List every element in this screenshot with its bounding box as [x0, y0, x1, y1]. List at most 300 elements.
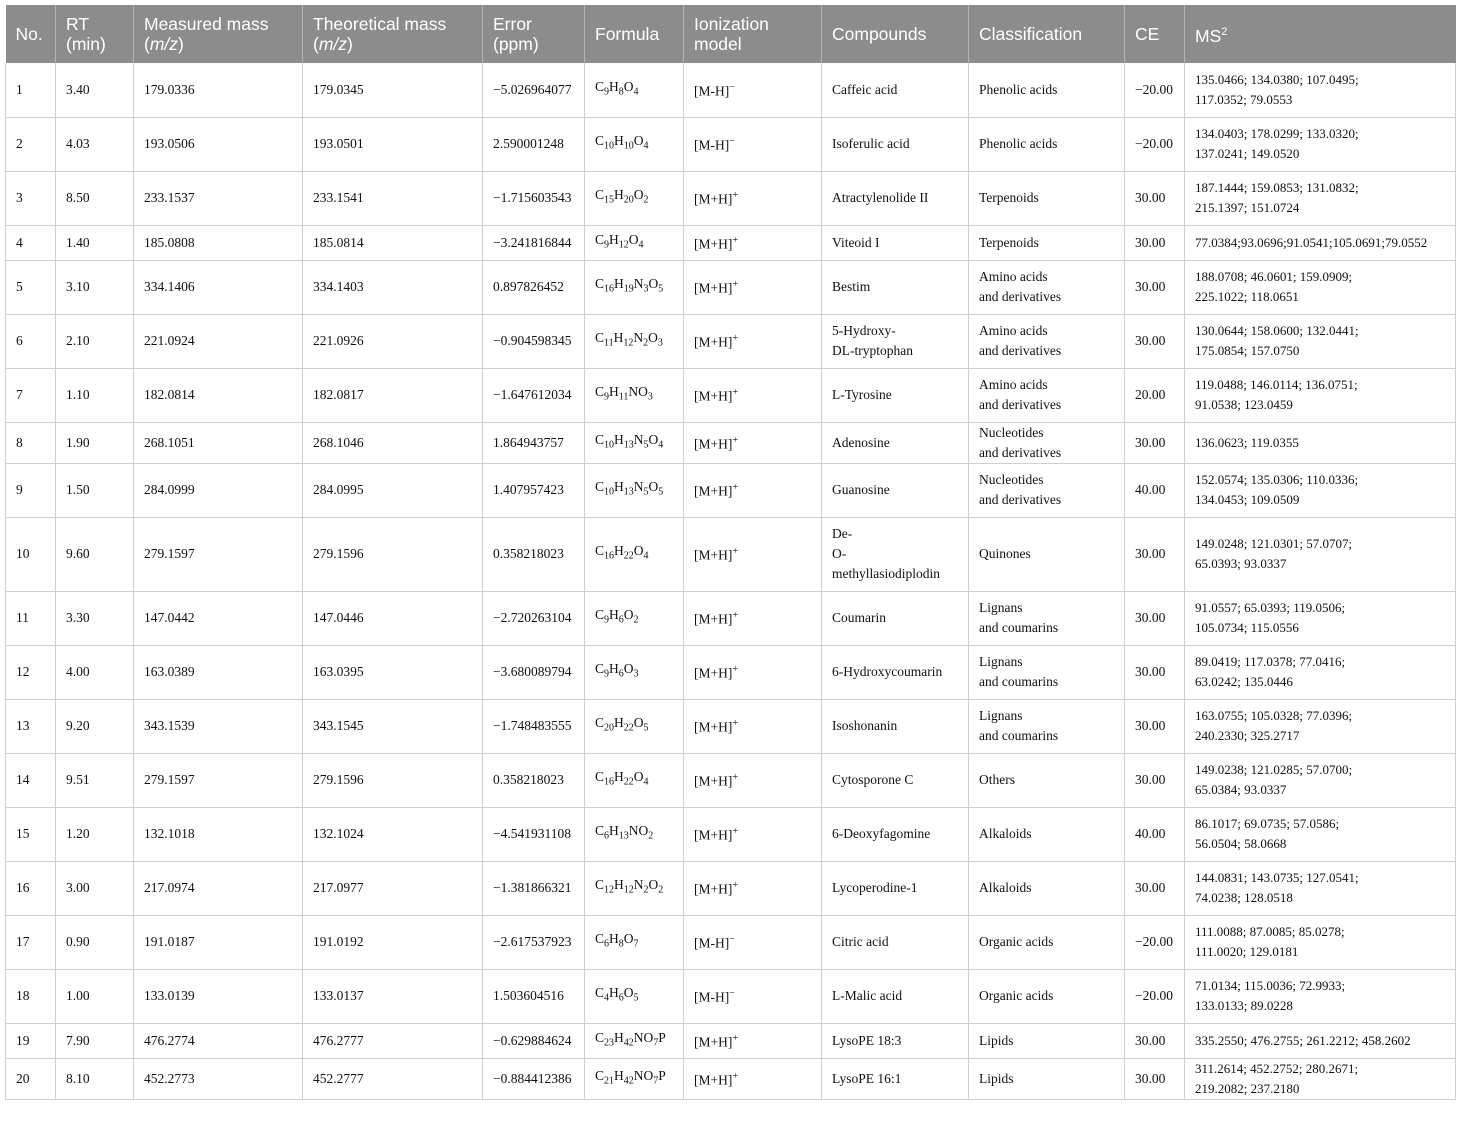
cell-ms2 — [1185, 314, 1456, 368]
cell-ce: 30.00 — [1125, 171, 1185, 225]
cell-compound — [822, 368, 969, 422]
cell-ms2 — [1185, 422, 1456, 463]
cell-formula: $C_4H_6O_5$ — [585, 969, 684, 1023]
cell-compound-line: Cytosporone C — [832, 772, 914, 787]
cell-classification — [969, 314, 1125, 368]
cell-theoretical-mass: 452.2777 — [303, 1058, 483, 1099]
cell-compound-line: Adenosine — [832, 434, 890, 450]
cell-theoretical-mass: 343.1545 — [303, 699, 483, 753]
cell-error: −5.026964077 — [483, 63, 585, 117]
cell-ms2-line: 117.0352; 79.0553 — [1195, 91, 1293, 107]
cell-formula: $C_{11}H_{12}N_2O_3$ — [585, 314, 684, 368]
cell-rt: 1.90 — [56, 422, 134, 463]
cell-rt: 4.03 — [56, 117, 134, 171]
cell-ionization-model: [M+H]+ — [684, 591, 822, 645]
cell-rt: 9.60 — [56, 517, 134, 591]
cell-measured-mass: 147.0442 — [134, 591, 303, 645]
cell-classification — [969, 422, 1125, 463]
cell-measured-mass: 193.0506 — [134, 117, 303, 171]
cell-compound-line: Citric acid — [832, 934, 889, 949]
cell-theoretical-mass: 132.1024 — [303, 807, 483, 861]
cell-formula: $C_6H_{13}NO_2$ — [585, 807, 684, 861]
cell-ms2-line: 134.0453; 109.0509 — [1195, 492, 1300, 507]
cell-compound — [822, 117, 969, 171]
table-row — [6, 314, 1456, 368]
cell-classification-line: and derivatives — [979, 492, 1062, 507]
cell-ms2-line: 144.0831; 143.0735; 127.0541; — [1195, 870, 1359, 885]
cell-ionization-model: [M+H]+ — [684, 753, 822, 807]
cell-ms2-line: 65.0393; 93.0337 — [1195, 556, 1287, 571]
cell-rt: 0.90 — [56, 915, 134, 969]
cell-ionization-model: [M+H]+ — [684, 422, 822, 463]
cell-compound — [822, 645, 969, 699]
cell-theoretical-mass: 233.1541 — [303, 171, 483, 225]
cell-rt: 1.10 — [56, 368, 134, 422]
cell-compound-line: Coumarin — [832, 610, 886, 625]
table-row — [6, 645, 1456, 699]
cell-compound — [822, 861, 969, 915]
cell-no: 1 — [6, 63, 56, 117]
cell-classification-line: Terpenoids — [979, 190, 1039, 205]
table-row — [6, 225, 1456, 260]
cell-formula: $C_{10}H_{13}N_5O_4$ — [585, 422, 684, 463]
cell-formula: $C_9H_{12}O_4$ — [585, 225, 684, 260]
cell-formula: $C_{20}H_{22}O_5$ — [585, 699, 684, 753]
cell-rt: 3.00 — [56, 861, 134, 915]
cell-compound — [822, 699, 969, 753]
cell-ms2 — [1185, 591, 1456, 645]
cell-formula: $C_9H_6O_3$ — [585, 645, 684, 699]
cell-classification-line: Lignans — [979, 600, 1023, 615]
cell-ms2-line: 175.0854; 157.0750 — [1195, 343, 1300, 358]
cell-compound-line: 6-Deoxyfagomine — [832, 826, 931, 841]
cell-formula: $C_9H_6O_2$ — [585, 591, 684, 645]
cell-classification-line: and coumarins — [979, 620, 1059, 635]
cell-ce: 30.00 — [1125, 1023, 1185, 1058]
cell-compound-line: De- — [832, 526, 853, 541]
cell-compound-line: L-Tyrosine — [832, 387, 892, 402]
cell-error: −1.381866321 — [483, 861, 585, 915]
cell-classification-line: and derivatives — [979, 289, 1062, 304]
cell-ce: 30.00 — [1125, 861, 1185, 915]
cell-theoretical-mass: 476.2777 — [303, 1023, 483, 1058]
cell-classification — [969, 807, 1125, 861]
cell-ms2-line: 311.2614; 452.2752; 280.2671; — [1195, 1060, 1359, 1076]
header-ce: CE — [1125, 5, 1185, 63]
cell-compound — [822, 969, 969, 1023]
cell-rt: 4.00 — [56, 645, 134, 699]
cell-no: 2 — [6, 117, 56, 171]
cell-ce: −20.00 — [1125, 63, 1185, 117]
cell-classification-line: Others — [979, 772, 1015, 787]
cell-error: −1.647612034 — [483, 368, 585, 422]
cell-ce: 20.00 — [1125, 368, 1185, 422]
cell-ms2-line: 86.1017; 69.0735; 57.0586; — [1195, 816, 1340, 831]
cell-ms2-line: 225.1022; 118.0651 — [1195, 289, 1299, 304]
cell-classification-line: Terpenoids — [979, 234, 1039, 250]
table-row — [6, 117, 1456, 171]
cell-ms2-line: 149.0238; 121.0285; 57.0700; — [1195, 762, 1353, 777]
cell-classification-line: Lipids — [979, 1032, 1014, 1048]
cell-error: −3.680089794 — [483, 645, 585, 699]
cell-error: 1.503604516 — [483, 969, 585, 1023]
cell-ms2 — [1185, 1058, 1456, 1099]
cell-ce: 40.00 — [1125, 463, 1185, 517]
cell-classification-line: and coumarins — [979, 728, 1059, 743]
cell-no: 19 — [6, 1023, 56, 1058]
cell-ce: −20.00 — [1125, 969, 1185, 1023]
cell-classification — [969, 861, 1125, 915]
cell-classification-line: Nucleotides — [979, 472, 1044, 487]
cell-compound — [822, 463, 969, 517]
cell-ce: −20.00 — [1125, 117, 1185, 171]
header-measured-mass: Measured mass (m/z) — [134, 5, 303, 63]
cell-ms2-line: 134.0403; 178.0299; 133.0320; — [1195, 126, 1359, 141]
cell-classification — [969, 645, 1125, 699]
cell-rt: 3.40 — [56, 63, 134, 117]
cell-ms2 — [1185, 368, 1456, 422]
cell-rt: 8.10 — [56, 1058, 134, 1099]
cell-no: 8 — [6, 422, 56, 463]
cell-rt: 1.40 — [56, 225, 134, 260]
cell-compound-line: L-Malic acid — [832, 988, 903, 1003]
cell-ms2 — [1185, 861, 1456, 915]
cell-formula: $C_9H_{11}NO_3$ — [585, 368, 684, 422]
cell-measured-mass: 279.1597 — [134, 517, 303, 591]
cell-classification — [969, 63, 1125, 117]
cell-theoretical-mass: 279.1596 — [303, 753, 483, 807]
cell-theoretical-mass: 163.0395 — [303, 645, 483, 699]
cell-rt: 9.51 — [56, 753, 134, 807]
cell-ionization-model: [M+H]+ — [684, 807, 822, 861]
cell-formula: $C_{15}H_{20}O_2$ — [585, 171, 684, 225]
cell-ms2-line: 163.0755; 105.0328; 77.0396; — [1195, 708, 1353, 723]
cell-theoretical-mass: 147.0446 — [303, 591, 483, 645]
cell-no: 12 — [6, 645, 56, 699]
cell-formula: $C_{21}H_{42}NO_7P$ — [585, 1058, 684, 1099]
cell-classification — [969, 225, 1125, 260]
cell-ms2-line: 133.0133; 89.0228 — [1195, 998, 1293, 1013]
cell-compound — [822, 915, 969, 969]
cell-ms2 — [1185, 645, 1456, 699]
cell-ms2-line: 136.0623; 119.0355 — [1195, 434, 1299, 450]
cell-ms2 — [1185, 260, 1456, 314]
cell-classification-line: Organic acids — [979, 988, 1054, 1003]
cell-classification — [969, 915, 1125, 969]
cell-compound-line: Viteoid I — [832, 234, 880, 250]
cell-ms2-line: 130.0644; 158.0600; 132.0441; — [1195, 323, 1359, 338]
cell-compound — [822, 260, 969, 314]
header-compounds: Compounds — [822, 5, 969, 63]
cell-no: 13 — [6, 699, 56, 753]
cell-no: 4 — [6, 225, 56, 260]
header-theoretical-mass: Theoretical mass (m/z) — [303, 5, 483, 63]
cell-classification — [969, 260, 1125, 314]
table-row — [6, 368, 1456, 422]
cell-ce: 30.00 — [1125, 260, 1185, 314]
cell-compound — [822, 225, 969, 260]
cell-measured-mass: 185.0808 — [134, 225, 303, 260]
compound-table — [5, 5, 1456, 1100]
table-row — [6, 699, 1456, 753]
cell-ms2 — [1185, 807, 1456, 861]
cell-compound — [822, 422, 969, 463]
cell-measured-mass: 268.1051 — [134, 422, 303, 463]
cell-classification-line: Alkaloids — [979, 826, 1032, 841]
table-row — [6, 422, 1456, 463]
cell-ms2-line: 219.2082; 237.2180 — [1195, 1080, 1300, 1096]
table-row — [6, 171, 1456, 225]
table-row — [6, 63, 1456, 117]
cell-theoretical-mass: 334.1403 — [303, 260, 483, 314]
cell-formula: $C_{12}H_{12}N_2O_2$ — [585, 861, 684, 915]
cell-ms2 — [1185, 517, 1456, 591]
cell-classification-line: Lipids — [979, 1070, 1014, 1086]
cell-theoretical-mass: 179.0345 — [303, 63, 483, 117]
cell-classification-line: and derivatives — [979, 444, 1062, 460]
table-row — [6, 969, 1456, 1023]
cell-measured-mass: 179.0336 — [134, 63, 303, 117]
cell-error: −0.904598345 — [483, 314, 585, 368]
cell-ce: 30.00 — [1125, 699, 1185, 753]
cell-no: 15 — [6, 807, 56, 861]
cell-ms2 — [1185, 225, 1456, 260]
cell-measured-mass: 476.2774 — [134, 1023, 303, 1058]
cell-formula: $C_9H_8O_4$ — [585, 63, 684, 117]
cell-measured-mass: 132.1018 — [134, 807, 303, 861]
cell-ce: −20.00 — [1125, 915, 1185, 969]
cell-ce: 30.00 — [1125, 591, 1185, 645]
cell-ms2 — [1185, 171, 1456, 225]
cell-ms2-line: 74.0238; 128.0518 — [1195, 890, 1293, 905]
cell-theoretical-mass: 279.1596 — [303, 517, 483, 591]
cell-classification — [969, 463, 1125, 517]
cell-ce: 30.00 — [1125, 225, 1185, 260]
cell-compound-line: Bestim — [832, 279, 871, 294]
cell-compound-line: methyllasiodiplodin — [832, 566, 940, 581]
cell-no: 3 — [6, 171, 56, 225]
cell-ms2-line: 56.0504; 58.0668 — [1195, 836, 1287, 851]
cell-formula: $C_{16}H_{19}N_3O_5$ — [585, 260, 684, 314]
cell-measured-mass: 284.0999 — [134, 463, 303, 517]
cell-theoretical-mass: 268.1046 — [303, 422, 483, 463]
cell-error: −1.715603543 — [483, 171, 585, 225]
cell-ionization-model: [M+H]+ — [684, 1058, 822, 1099]
cell-ms2-line: 149.0248; 121.0301; 57.0707; — [1195, 536, 1353, 551]
header-formula: Formula — [585, 5, 684, 63]
cell-rt: 9.20 — [56, 699, 134, 753]
cell-compound — [822, 591, 969, 645]
cell-ms2-line: 91.0538; 123.0459 — [1195, 397, 1293, 412]
cell-ionization-model: [M+H]+ — [684, 645, 822, 699]
cell-theoretical-mass: 191.0192 — [303, 915, 483, 969]
cell-measured-mass: 233.1537 — [134, 171, 303, 225]
cell-ms2-line: 135.0466; 134.0380; 107.0495; — [1195, 71, 1359, 87]
table-row — [6, 807, 1456, 861]
cell-ms2-line: 335.2550; 476.2755; 261.2212; 458.2602 — [1195, 1032, 1411, 1048]
cell-error: 0.897826452 — [483, 260, 585, 314]
table-row — [6, 591, 1456, 645]
cell-compound-line: Isoshonanin — [832, 718, 898, 733]
cell-measured-mass: 163.0389 — [134, 645, 303, 699]
cell-no: 16 — [6, 861, 56, 915]
cell-classification-line: Phenolic acids — [979, 136, 1058, 151]
cell-ms2-line: 215.1397; 151.0724 — [1195, 200, 1300, 215]
cell-formula: $C_6H_8O_7$ — [585, 915, 684, 969]
cell-classification — [969, 591, 1125, 645]
cell-ms2 — [1185, 915, 1456, 969]
cell-ionization-model: [M+H]+ — [684, 1023, 822, 1058]
cell-compound — [822, 807, 969, 861]
cell-ms2-line: 105.0734; 115.0556 — [1195, 620, 1299, 635]
cell-formula: $C_{16}H_{22}O_4$ — [585, 753, 684, 807]
cell-classification-line: Lignans — [979, 654, 1023, 669]
cell-rt: 8.50 — [56, 171, 134, 225]
cell-classification-line: Amino acids — [979, 377, 1048, 392]
cell-compound-line: 6-Hydroxycoumarin — [832, 664, 943, 679]
cell-ce: 30.00 — [1125, 517, 1185, 591]
cell-theoretical-mass: 182.0817 — [303, 368, 483, 422]
cell-compound-line: O- — [832, 546, 847, 561]
cell-no: 14 — [6, 753, 56, 807]
table-row — [6, 463, 1456, 517]
cell-no: 18 — [6, 969, 56, 1023]
cell-ionization-model: [M+H]+ — [684, 260, 822, 314]
cell-classification — [969, 699, 1125, 753]
cell-error: −2.617537923 — [483, 915, 585, 969]
cell-ms2-line: 91.0557; 65.0393; 119.0506; — [1195, 600, 1346, 615]
cell-compound — [822, 314, 969, 368]
cell-classification — [969, 1058, 1125, 1099]
cell-ionization-model: [M+H]+ — [684, 699, 822, 753]
cell-theoretical-mass: 284.0995 — [303, 463, 483, 517]
cell-rt: 1.50 — [56, 463, 134, 517]
cell-compound-line: LysoPE 18:3 — [832, 1032, 902, 1048]
cell-classification — [969, 117, 1125, 171]
table-row — [6, 861, 1456, 915]
cell-ionization-model: [M+H]+ — [684, 171, 822, 225]
cell-no: 10 — [6, 517, 56, 591]
cell-error: 0.358218023 — [483, 753, 585, 807]
cell-ms2-line: 71.0134; 115.0036; 72.9933; — [1195, 978, 1346, 993]
cell-measured-mass: 343.1539 — [134, 699, 303, 753]
table-row — [6, 915, 1456, 969]
cell-ionization-model: [M+H]+ — [684, 368, 822, 422]
cell-no: 9 — [6, 463, 56, 517]
cell-measured-mass: 279.1597 — [134, 753, 303, 807]
cell-compound — [822, 1023, 969, 1058]
cell-classification-line: and derivatives — [979, 343, 1062, 358]
cell-ionization-model: [M-H]− — [684, 915, 822, 969]
cell-ms2-line: 240.2330; 325.2717 — [1195, 728, 1300, 743]
cell-error: −0.884412386 — [483, 1058, 585, 1099]
cell-ce: 40.00 — [1125, 807, 1185, 861]
table-header — [6, 5, 1456, 63]
cell-rt: 3.30 — [56, 591, 134, 645]
cell-theoretical-mass: 221.0926 — [303, 314, 483, 368]
cell-compound-line: DL-tryptophan — [832, 343, 913, 358]
cell-compound — [822, 171, 969, 225]
header-error: Error (ppm) — [483, 5, 585, 63]
cell-ionization-model: [M-H]− — [684, 969, 822, 1023]
cell-ms2-line: 111.0088; 87.0085; 85.0278; — [1195, 924, 1345, 939]
cell-formula: $C_{10}H_{10}O_4$ — [585, 117, 684, 171]
cell-ms2-line: 63.0242; 135.0446 — [1195, 674, 1293, 689]
cell-classification-line: Alkaloids — [979, 880, 1032, 895]
header-ionization-model: Ionization model — [684, 5, 822, 63]
cell-error: −2.720263104 — [483, 591, 585, 645]
cell-ms2-line: 119.0488; 146.0114; 136.0751; — [1195, 377, 1358, 392]
cell-classification — [969, 368, 1125, 422]
cell-error: 2.590001248 — [483, 117, 585, 171]
cell-ms2 — [1185, 63, 1456, 117]
cell-classification-line: Phenolic acids — [979, 81, 1058, 97]
cell-compound — [822, 1058, 969, 1099]
cell-classification-line: Amino acids — [979, 269, 1048, 284]
cell-no: 7 — [6, 368, 56, 422]
cell-measured-mass: 221.0924 — [134, 314, 303, 368]
cell-no: 5 — [6, 260, 56, 314]
cell-compound — [822, 753, 969, 807]
cell-theoretical-mass: 193.0501 — [303, 117, 483, 171]
cell-measured-mass: 334.1406 — [134, 260, 303, 314]
cell-error: −0.629884624 — [483, 1023, 585, 1058]
cell-measured-mass: 182.0814 — [134, 368, 303, 422]
table-row — [6, 1023, 1456, 1058]
cell-ms2 — [1185, 1023, 1456, 1058]
cell-theoretical-mass: 133.0137 — [303, 969, 483, 1023]
cell-classification — [969, 171, 1125, 225]
cell-classification-line: and derivatives — [979, 397, 1062, 412]
cell-theoretical-mass: 185.0814 — [303, 225, 483, 260]
cell-error: 1.864943757 — [483, 422, 585, 463]
cell-measured-mass: 452.2773 — [134, 1058, 303, 1099]
cell-ms2-line: 137.0241; 149.0520 — [1195, 146, 1300, 161]
header-rt: RT (min) — [56, 5, 134, 63]
cell-compound — [822, 517, 969, 591]
cell-compound — [822, 63, 969, 117]
cell-rt: 1.00 — [56, 969, 134, 1023]
header-classification: Classification — [969, 5, 1125, 63]
cell-ms2-line: 77.0384;93.0696;91.0541;105.0691;79.0552 — [1195, 234, 1428, 250]
cell-ms2 — [1185, 969, 1456, 1023]
table-row — [6, 260, 1456, 314]
cell-classification-line: Lignans — [979, 708, 1023, 723]
cell-no: 11 — [6, 591, 56, 645]
cell-classification — [969, 517, 1125, 591]
cell-rt: 7.90 — [56, 1023, 134, 1058]
cell-error: 1.407957423 — [483, 463, 585, 517]
cell-ms2 — [1185, 753, 1456, 807]
cell-measured-mass: 133.0139 — [134, 969, 303, 1023]
cell-rt: 1.20 — [56, 807, 134, 861]
table-row — [6, 753, 1456, 807]
cell-compound-line: Atractylenolide II — [832, 190, 929, 205]
cell-compound-line: 5-Hydroxy- — [832, 323, 896, 338]
cell-ms2-line: 65.0384; 93.0337 — [1195, 782, 1287, 797]
cell-no: 17 — [6, 915, 56, 969]
cell-classification-line: Quinones — [979, 546, 1031, 561]
cell-classification — [969, 969, 1125, 1023]
cell-no: 20 — [6, 1058, 56, 1099]
table-row — [6, 517, 1456, 591]
cell-theoretical-mass: 217.0977 — [303, 861, 483, 915]
cell-ce: 30.00 — [1125, 314, 1185, 368]
cell-error: −4.541931108 — [483, 807, 585, 861]
cell-ms2 — [1185, 699, 1456, 753]
cell-ce: 30.00 — [1125, 753, 1185, 807]
cell-classification-line: Amino acids — [979, 323, 1048, 338]
